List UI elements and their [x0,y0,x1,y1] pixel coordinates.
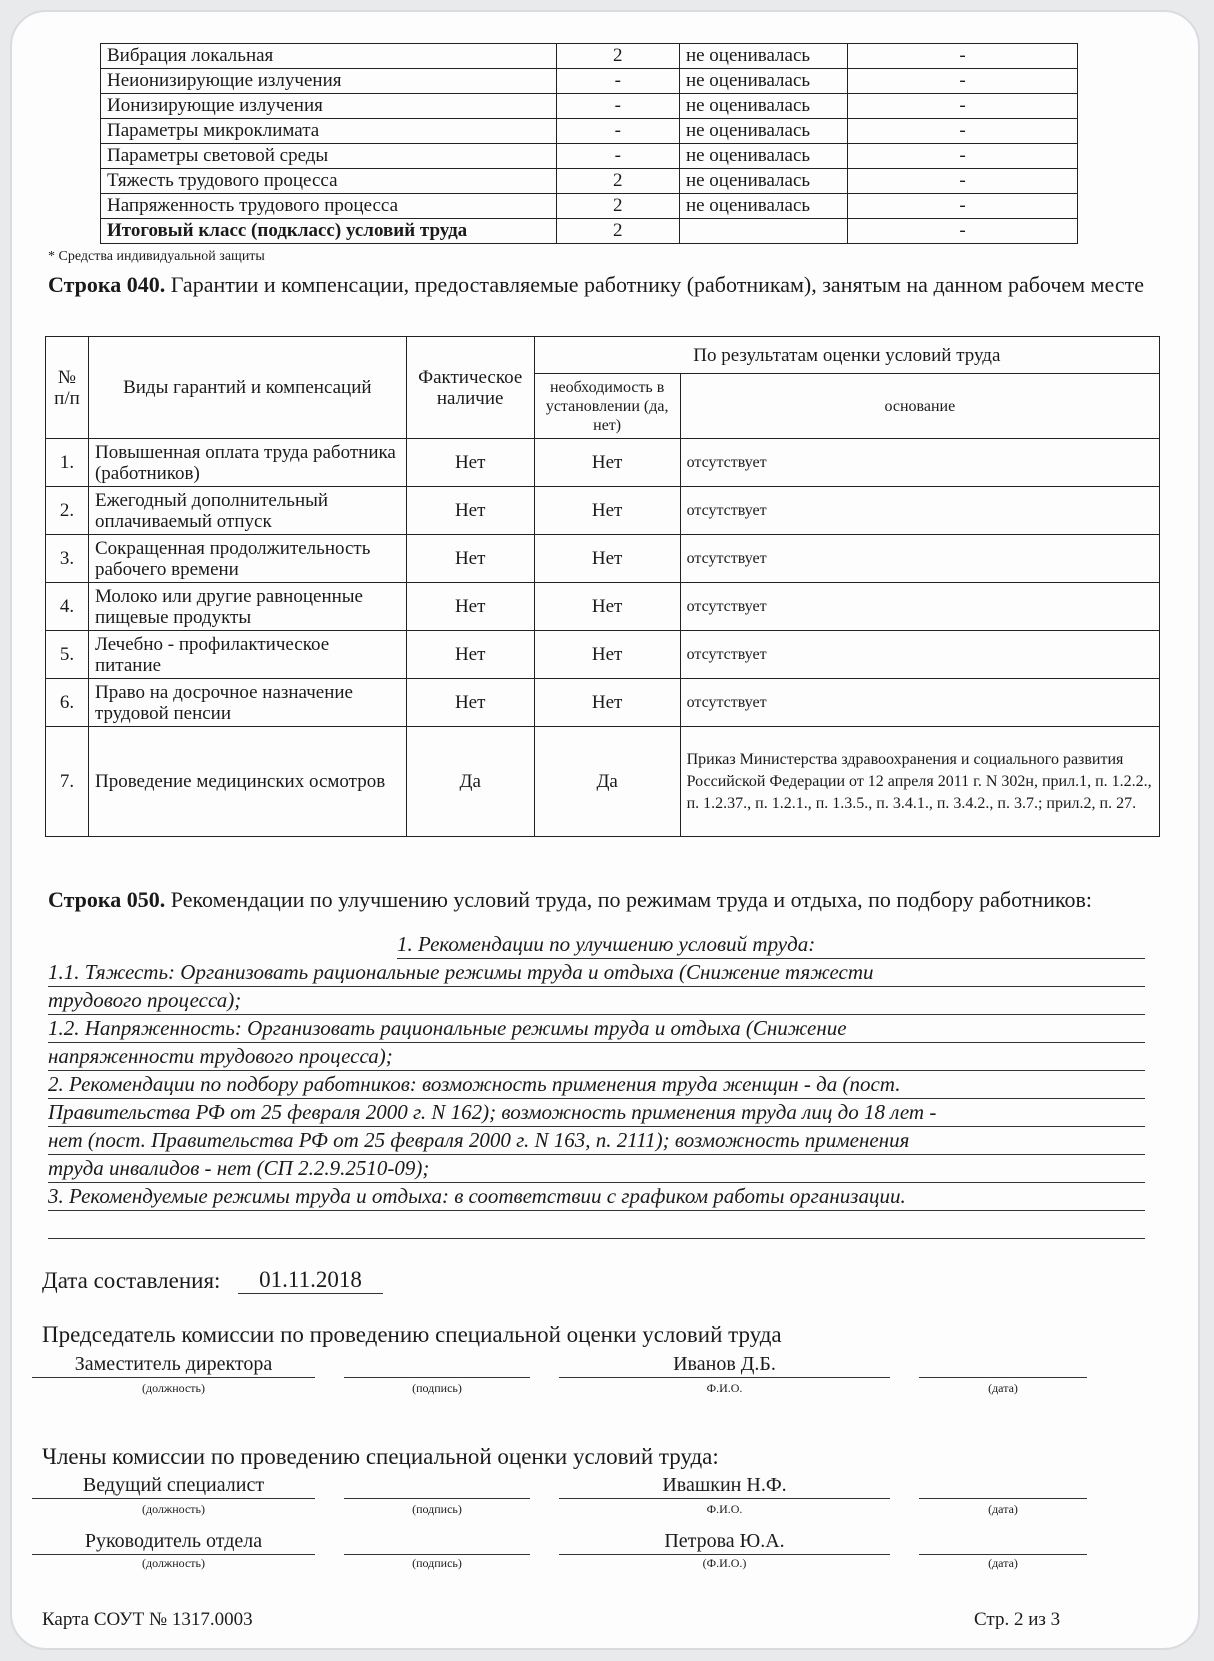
factor-name: Неионизирующие излучения [101,69,557,94]
factor-class: 2 [556,169,679,194]
recommendation-line: 2. Рекомендации по подбору работников: возможность применения труда женщин - да (пост. [48,1070,1145,1099]
caption-fio: (Ф.И.О.) [702,1556,747,1570]
factor-class: 2 [556,219,679,244]
chairman-signature-line[interactable] [344,1351,530,1378]
table-row [46,679,1160,727]
factor-name: Параметры микроклимата [101,119,557,144]
caption-signature: (подпись) [412,1502,462,1516]
member-signature-line[interactable] [344,1472,530,1499]
factor-name: Итоговый класс (подкласс) условий труда [101,219,557,244]
row-num: 4. [46,583,89,631]
factor-name: Напряженность трудового процесса [101,194,557,219]
factor-extra: - [848,194,1078,219]
row-actual: Нет [406,631,534,679]
table-row [46,487,1160,535]
chairman-position: Заместитель директора [32,1351,315,1378]
member-signature-line[interactable] [344,1528,530,1555]
recommendation-line: напряженности трудового процесса); [48,1042,1145,1071]
factor-class: - [556,144,679,169]
row-actual: Нет [406,439,534,487]
factor-name: Тяжесть трудового процесса [101,169,557,194]
factor-extra: - [848,94,1078,119]
factor-class: - [556,119,679,144]
section-040-label: Строка 040. [48,272,166,297]
row-actual: Нет [406,487,534,535]
member-name: Петрова Ю.А. [559,1528,890,1555]
table-row [46,631,1160,679]
row-actual: Нет [406,679,534,727]
factor-name: Ионизирующие излучения [101,94,557,119]
table-row [101,119,1078,144]
row-basis: отсутствует [680,583,1159,631]
caption-fio: Ф.И.О. [706,1381,743,1395]
caption-position: (должность) [142,1556,205,1570]
header-results: По результатам оценки условий труда [534,337,1159,374]
row-need: Нет [534,631,680,679]
table-row [101,194,1078,219]
recommendation-line: 1.2. Напряженность: Организовать рациональные режимы труда и отдыха (Снижение [48,1014,1145,1043]
table-row [46,583,1160,631]
row-basis: отсутствует [680,487,1159,535]
recommendation-line: нет (пост. Правительства РФ от 25 февраля 2000 г. N 163, п. 2111); возможность применения [48,1126,1145,1155]
header-num: № п/п [46,337,89,439]
row-need: Нет [534,487,680,535]
row-type: Проведение медицинских осмотров [88,727,406,837]
chairman-name: Иванов Д.Б. [559,1351,890,1378]
factor-ppe: не оценивалась [679,194,847,219]
table-row [101,44,1078,69]
factor-ppe: не оценивалась [679,44,847,69]
row-basis: Приказ Министерства здравоохранения и социального развития Российской Федерации от 12 апреля 2011 г. N 302н, прил.1, п. 1.2.2., п. 1.2.37., п. 1.2.1., п. 1.3.5., п. 3.4.1., п. 3.4.2., п. 3.7.; прил.2, п. 27. [680,727,1159,837]
caption-date: (дата) [988,1381,1018,1395]
caption-position: (должность) [142,1381,205,1395]
row-type: Ежегодный дополнительный оплачиваемый отпуск [88,487,406,535]
factor-class: 2 [556,44,679,69]
factor-class: 2 [556,194,679,219]
caption-date: (дата) [988,1556,1018,1570]
table-row [101,169,1078,194]
caption-fio: Ф.И.О. [706,1502,743,1516]
table-header-row [46,337,1160,374]
recommendation-line: 1. Рекомендации по улучшению условий труда: [397,930,1145,959]
member-name: Ивашкин Н.Ф. [559,1472,890,1499]
table-row [46,439,1160,487]
date-label: Дата составления: [42,1268,221,1293]
recommendation-line: 3. Рекомендуемые режимы труда и отдыха: в соответствии с графиком работы организации. [48,1182,1145,1211]
document-page [10,10,1200,1650]
row-need: Нет [534,439,680,487]
row-num: 3. [46,535,89,583]
factor-extra: - [848,44,1078,69]
table-row [46,727,1160,837]
row-need: Нет [534,535,680,583]
row-num: 7. [46,727,89,837]
row-type: Лечебно - профилактическое питание [88,631,406,679]
factor-extra: - [848,119,1078,144]
header-basis: основание [680,374,1159,439]
factor-ppe: не оценивалась [679,69,847,94]
row-need: Нет [534,679,680,727]
recommendation-line: 1.1. Тяжесть: Организовать рациональные режимы труда и отдыха (Снижение тяжести [48,958,1145,987]
factor-ppe [679,219,847,244]
section-050-text: Рекомендации по улучшению условий труда, по режимам труда и отдыха, по подбору работников: [165,887,1093,912]
section-040-text: Гарантии и компенсации, предоставляемые работнику (работникам), занятым на данном рабочем месте [165,272,1144,297]
row-basis: отсутствует [680,631,1159,679]
factor-extra: - [848,169,1078,194]
header-type: Виды гарантий и компенсаций [88,337,406,439]
member-position: Руководитель отдела [32,1528,315,1555]
table-row [46,535,1160,583]
row-basis: отсутствует [680,439,1159,487]
member-date-line[interactable] [919,1472,1087,1499]
row-need: Нет [534,583,680,631]
member-position: Ведущий специалист [32,1472,315,1499]
caption-date: (дата) [988,1502,1018,1516]
caption-signature: (подпись) [412,1381,462,1395]
row-type: Право на досрочное назначение трудовой пенсии [88,679,406,727]
row-num: 2. [46,487,89,535]
factor-ppe: не оценивалась [679,144,847,169]
caption-signature: (подпись) [412,1556,462,1570]
recommendation-line: труда инвалидов - нет (СП 2.2.9.2510-09); [48,1154,1145,1183]
factor-ppe: не оценивалась [679,94,847,119]
table-row [101,69,1078,94]
factor-extra: - [848,144,1078,169]
factor-name: Вибрация локальная [101,44,557,69]
recommendation-line: Правительства РФ от 25 февраля 2000 г. N 162); возможность применения труда лиц до 18 лет - [48,1098,1145,1127]
row-basis: отсутствует [680,679,1159,727]
row-type: Сокращенная продолжительность рабочего времени [88,535,406,583]
factor-class: - [556,94,679,119]
factor-name: Параметры световой среды [101,144,557,169]
row-num: 5. [46,631,89,679]
row-actual: Да [406,727,534,837]
row-basis: отсутствует [680,535,1159,583]
member-date-line[interactable] [919,1528,1087,1555]
header-actual: Фактическое наличие [406,337,534,439]
row-need: Да [534,727,680,837]
table-row [101,144,1078,169]
footer-card-number: Карта СОУТ № 1317.0003 [42,1609,253,1630]
row-num: 6. [46,679,89,727]
footnote: * Средства индивидуальной защиты [48,249,265,264]
factor-extra: - [848,69,1078,94]
factors-table [100,43,1078,244]
section-040-heading [48,270,1158,300]
date-value: 01.11.2018 [238,1267,383,1294]
section-050-heading [48,886,1145,914]
section-050-label: Строка 050. [48,887,166,912]
factor-class: - [556,69,679,94]
members-heading: Члены комиссии по проведению специальной оценки условий труда: [42,1444,719,1469]
factor-ppe: не оценивалась [679,169,847,194]
header-need: необходимость в установлении (да, нет) [534,374,680,439]
recommendation-line [48,1210,1145,1239]
table-row [101,94,1078,119]
factor-ppe: не оценивалась [679,119,847,144]
caption-position: (должность) [142,1502,205,1516]
factor-extra: - [848,219,1078,244]
chairman-heading: Председатель комиссии по проведению специальной оценки условий труда [42,1322,782,1347]
guarantees-table [45,336,1160,837]
footer-page-number: Стр. 2 из 3 [974,1609,1061,1630]
recommendation-line: трудового процесса); [48,986,1145,1015]
row-type: Повышенная оплата труда работника (работников) [88,439,406,487]
row-num: 1. [46,439,89,487]
row-type: Молоко или другие равноценные пищевые продукты [88,583,406,631]
chairman-date-line[interactable] [919,1351,1087,1378]
row-actual: Нет [406,583,534,631]
table-row-total [101,219,1078,244]
row-actual: Нет [406,535,534,583]
